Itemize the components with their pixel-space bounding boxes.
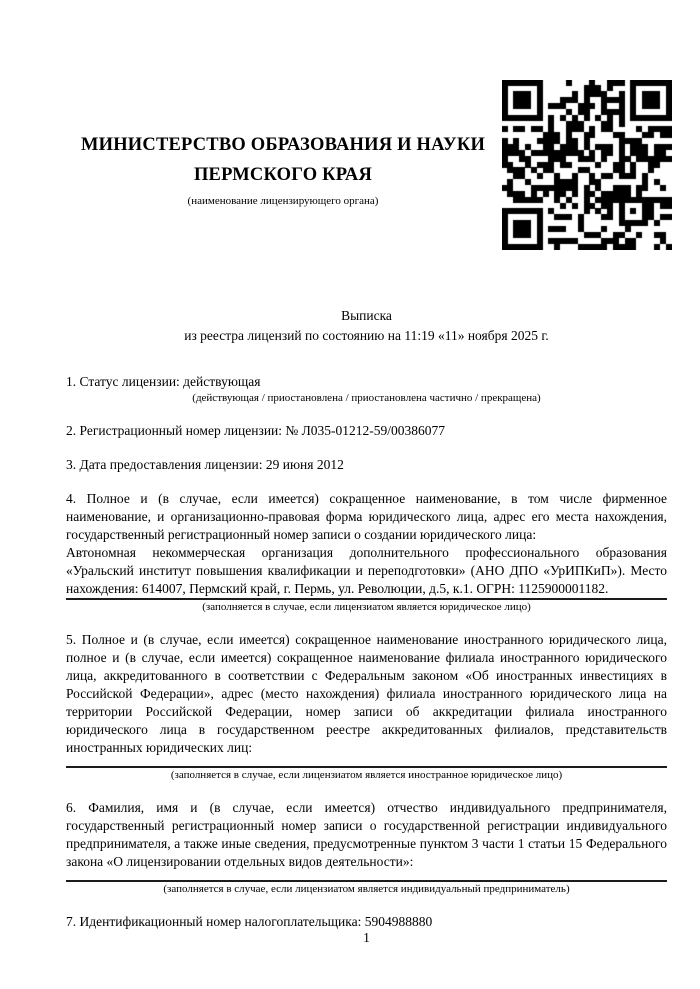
item-4-text: 4. Полное и (в случае, если имеется) сокращенное наименование, в том числе фирменное наименование, и организационно-правовая форма юридического лица, адрес его места нахождения, государственный регистрационный номер записи о создании юридического лица: (66, 491, 667, 542)
item-5-text: 5. Полное и (в случае, если имеется) сокращенное наименование иностранного юридического лица, полное и (в случае, если имеется) сокращенное наименование филиала иностранного юридического лица, аккредитованного в соответствии с Федеральным законом «Об иностранных инвестициях в Российской Федерации», адрес (место нахождения) филиала иностранного юридического лица на территории Российской Федерации, номер записи об аккредитации филиала иностранного юридического лица в государственном реестре аккредитованных филиалов, представительств иностранных юридических лиц: (66, 632, 667, 755)
item-3-text: 3. Дата предоставления лицензии: 29 июня 2012 (66, 457, 344, 472)
item-7-text: 7. Идентификационный номер налогоплательщика: 5904988880 (66, 914, 433, 929)
item-2-text: 2. Регистрационный номер лицензии: № Л035-01212-59/00386077 (66, 423, 446, 438)
item-1-caption: (действующая / приостановлена / приостановлена частично / прекращена) (192, 392, 541, 404)
item-4 (66, 490, 667, 615)
item-6-text: 6. Фамилия, имя и (в случае, если имеется) отчество индивидуального предпринимателя, государственный регистрационный номер записи о государственной регистрации индивидуального предпринимателя, а также иные сведения, предусмотренные пунктом 3 части 1 статьи 15 Федерального закона «О лицензировании отдельных видов деятельности»: (66, 800, 667, 869)
item-3 (66, 456, 667, 474)
extract-title-line2: из реестра лицензий по состоянию на 11:19 «11» ноября 2025 г. (184, 328, 549, 343)
item-1 (66, 373, 667, 406)
item-4-caption: (заполняется в случае, если лицензиатом является юридическое лицо) (202, 601, 531, 613)
page-number: 1 (363, 930, 370, 945)
item-6 (66, 799, 667, 897)
item-4-answer: Автономная некоммерческая организация дополнительного профессионального образования «Уральский институт повышения квалификации и переподготовки» (АНО ДПО «УрИПКиП»). Место нахождения: 614007, Пермский край, г. Пермь, ул. Революции, д.5, к.1. ОГРН: 1125900001182. (66, 545, 667, 596)
item-5-caption: (заполняется в случае, если лицензиатом является иностранное юридическое лицо) (170, 769, 563, 781)
item-5 (66, 631, 667, 783)
ministry-name-line2: ПЕРМСКОГО КРАЯ (193, 165, 373, 185)
extract-title-line1: Выписка (341, 308, 392, 323)
extract-title (66, 306, 667, 346)
items-list (66, 373, 667, 931)
item-6-caption: (заполняется в случае, если лицензиатом является индивидуальный предприниматель) (163, 883, 570, 895)
ministry-name-line1: МИНИСТЕРСТВО ОБРАЗОВАНИЯ И НАУКИ (80, 135, 486, 155)
document-header (66, 130, 500, 208)
item-1-text: 1. Статус лицензии: действующая (66, 374, 261, 389)
qr-code (502, 80, 672, 250)
document-body (66, 306, 667, 947)
ministry-caption: (наименование лицензирующего органа) (187, 195, 379, 207)
item-2 (66, 422, 667, 440)
